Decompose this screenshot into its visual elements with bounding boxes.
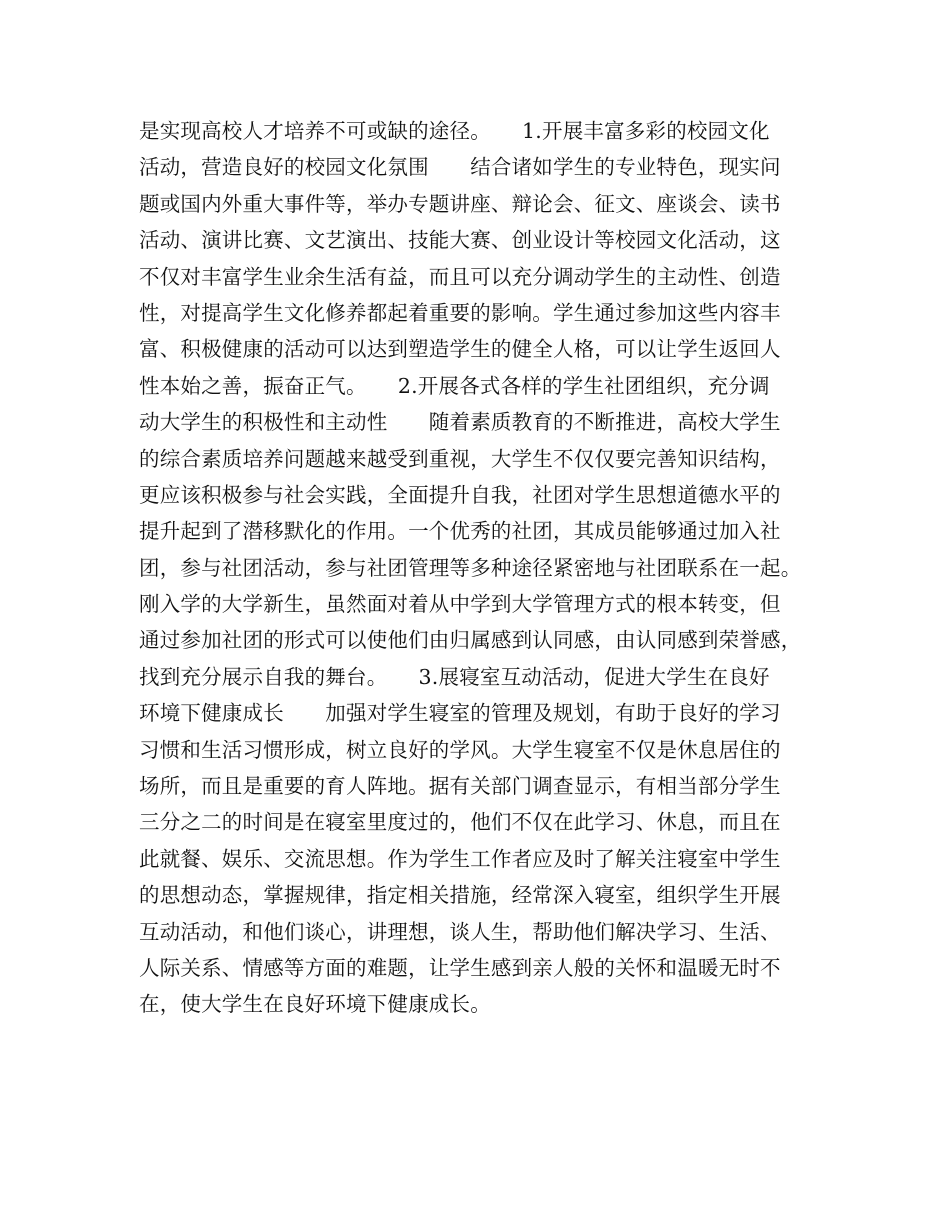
text-line: 刚入学的大学新生，虽然面对着从中学到大学管理方式的根本转变，但	[139, 592, 781, 617]
text-line: 通过参加社团的形式可以使他们由归属感到认同感，由认同感到荣誉感，	[139, 628, 802, 653]
text-line: 人际关系、情感等方面的难题，让学生感到亲人般的关怀和温暖无时不	[139, 955, 781, 980]
text-line: 动大学生的积极性和主动性 随着素质教育的不断推进，高校大学生	[139, 410, 781, 435]
text-line: 的思想动态，掌握规律，指定相关措施，经常深入寝室，组织学生开展	[139, 883, 781, 908]
text-line: 三分之二的时间是在寝室里度过的，他们不仅在此学习、休息，而且在	[139, 810, 781, 835]
text-line: 更应该积极参与社会实践，全面提升自我，社团对学生思想道德水平的	[139, 482, 781, 507]
text-line: 富、积极健康的活动可以达到塑造学生的健全人格，可以让学生返回人	[139, 337, 781, 362]
text-line: 活动，营造良好的校园文化氛围 结合诸如学生的专业特色，现实问	[139, 155, 781, 180]
text-line: 是实现高校人才培养不可或缺的途径。 1.开展丰富多彩的校园文化	[139, 119, 770, 143]
text-line: 互动活动，和他们谈心，讲理想，谈人生，帮助他们解决学习、生活、	[139, 919, 781, 944]
text-line: 的综合素质培养问题越来越受到重视，大学生不仅仅要完善知识结构，	[139, 446, 781, 471]
body-text	[139, 113, 829, 1023]
text-line: 此就餐、娱乐、交流思想。作为学生工作者应及时了解关注寝室中学生	[139, 846, 781, 871]
text-line: 在，使大学生在良好环境下健康成长。	[139, 992, 491, 1017]
text-line: 环境下健康成长 加强对学生寝室的管理及规划，有助于良好的学习	[139, 701, 781, 726]
text-line: 团，参与社团活动，参与社团管理等多种途径紧密地与社团联系在一起。	[139, 555, 802, 580]
text-line: 场所，而且是重要的育人阵地。据有关部门调查显示，有相当部分学生	[139, 774, 781, 799]
text-line: 性本始之善，振奋正气。 2.开展各式各样的学生社团组织，充分调	[139, 373, 770, 398]
text-line: 提升起到了潜移默化的作用。一个优秀的社团，其成员能够通过加入社	[139, 519, 781, 544]
text-line: 性，对提高学生文化修养都起着重要的影响。学生通过参加这些内容丰	[139, 300, 781, 325]
text-line: 找到充分展示自我的舞台。 3.展寝室互动活动，促进大学生在良好	[139, 664, 770, 689]
text-line: 习惯和生活习惯形成，树立良好的学风。大学生寝室不仅是休息居住的	[139, 737, 781, 762]
text-line: 题或国内外重大事件等，举办专题讲座、辩论会、征文、座谈会、读书	[139, 191, 781, 216]
text-line: 不仅对丰富学生业余生活有益，而且可以充分调动学生的主动性、创造	[139, 264, 781, 289]
text-line: 活动、演讲比赛、文艺演出、技能大赛、创业设计等校园文化活动，这	[139, 228, 781, 253]
